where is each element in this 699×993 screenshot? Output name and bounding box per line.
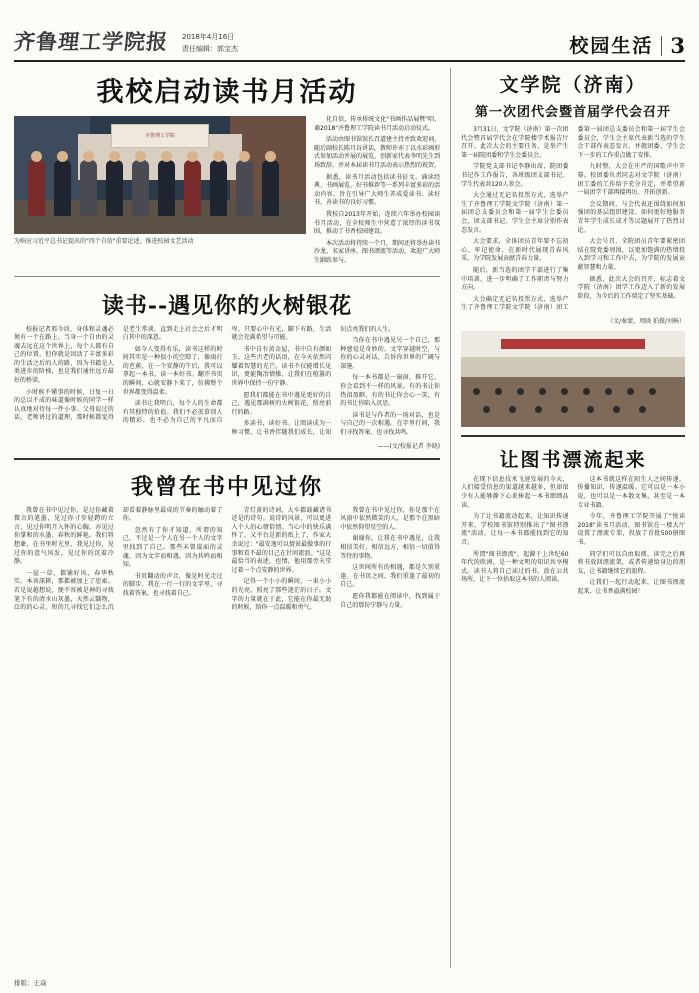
right-article-1-signature: （文/秦蒙，周晓 拍摄/刘畅） [607, 317, 685, 325]
paragraph: 这本书就这样在陌生人之间传递，传播知识，传递温暖。它可以是一本小说，也可以是一本散文集，甚至是一本专业书籍。 [577, 475, 685, 509]
paragraph: 多读书，读好书。让阅读成为一种习惯，让书香伴随我们成长，让知识点亮我们的人生。 [231, 325, 395, 437]
article-1-caption: 为响应习近平总书记提出的"四个自信"重要论述，推进校园文艺活动 [14, 238, 194, 245]
photo-person [236, 160, 253, 216]
paragraph: 大会确定无记名投票方式，选举产生了齐鲁理工学院文学院（济南）团工委第一届团总支委员会和第一届学生会委员会，学生会主席代表新当选的学生会干部作表态发言，并就团委、学生会下一步的工作重点做了安排。 [461, 126, 685, 312]
right-column [450, 68, 685, 968]
photo-person [106, 160, 123, 216]
section-title: 校园生活 [569, 35, 654, 57]
right-article-2-body [461, 476, 685, 597]
article-1-photo [14, 116, 306, 234]
paragraph: 当你在书中遇见另一个自己，那种感觉是奇妙的。文字穿越时空，与你的心灵对话，告诉你世界的广阔与深邃。 [340, 337, 441, 370]
paragraph: 我曾在书中见过你，是过你藏着微言的笔墨，见过你寸步轻跨的立言，见过你明月入怀的心胸，亦见过你掌和的水墨、春秋的鲜艳。我们将想象，在书里时光里，我见过你，见过你的意气风发，见过你的沉着冷静。 [14, 506, 114, 566]
photo-attendee [583, 388, 590, 395]
article-3-headline: 我曾在书中见过你 [131, 473, 324, 500]
issue-date: 2018年4月16日 [182, 33, 235, 41]
masthead-meta [168, 31, 238, 60]
conference-photo [461, 331, 685, 427]
photo-banner-text: 齐鲁理工学院 [111, 124, 209, 148]
paragraph: 愿我们都能在书中遇见更好的自己，遇见那满树的火树银花，照亮前行的路。 [231, 391, 332, 416]
photo-attendee [649, 388, 656, 395]
paragraph: 大会要求，全体团员青年要不忘初心，牢记使命，在新时代展现青春风采，为学院发展贡献青春力量。 [461, 238, 569, 263]
page-body [14, 68, 685, 968]
photo-person [158, 160, 175, 216]
article-2-headline: 读书--遇见你的火树银花 [101, 292, 353, 319]
paragraph: 我校自2013年开始，连续六年举办校园读书月活动，在全校师生中营造了浓厚的读书氛围，推动了书香校园建设。 [314, 210, 441, 236]
photo-attendee [539, 388, 546, 395]
section-divider [461, 435, 685, 437]
paragraph: 大会号召，全院团员青年要紧密团结在院党委周围，以更加饱满的热情投入到学习和工作中去，为学院的发展贡献智慧和力量。 [577, 238, 685, 271]
section-divider [14, 276, 440, 277]
page-number: 3 [670, 33, 685, 58]
paragraph: 活动由图书馆馆长召道建主持并致欢迎词，随后副校长陈月谷讲话，教师许亦丁以水彩画形式参加活动并展的展览，创新家代表李明先生到场致辞，并对本届读书月活动表示热烈的祝贺。 [314, 136, 441, 169]
photo-attendee [509, 406, 516, 413]
photo-person [80, 160, 97, 216]
paragraph: 书中自有黄金屋，书中自有颜如玉。这些古老的话语，在今天依然闪耀着智慧的光芒。读书不仅能增长见识，更能陶冶情操，让我们在喧嚣的世界中保持一份宁静。 [231, 345, 332, 388]
paragraph: 读书让我明白，每个人的生命都有其独特的价值。我们不必羡慕别人的精彩，也不必为自己的平凡而自卑。只要心中有光，脚下有路，生活就会充满希望与可能。 [122, 325, 332, 425]
masthead [14, 8, 685, 62]
photo-attendee [627, 388, 634, 395]
masthead-section [569, 31, 685, 60]
photo-attendee [587, 406, 594, 413]
photo-person [210, 160, 227, 216]
section-divider [14, 458, 440, 460]
paragraph: 愿你我都能在阅读中，找到属于自己的那份宁静与力量。 [340, 592, 441, 609]
photo-attendee [517, 388, 524, 395]
paragraph: 校报记者邢今居，身体和灵魂必须有一个在路上。当身一个自由的灵魂去远在这个世界上，每个人都有自己的位置、但你就是因活了丰富多彩的生活之后的人的路，因为书籍是人类进步的阶梯，也是我们通往远方最好的桥梁。 [14, 325, 114, 385]
paragraph: 记得一个小小的瞬间，一束小小的光亮，照亮了那些迷茫的日子。文字的力量就在于此，它能在你最无助的时候，给你一点温暖和勇气。 [231, 578, 332, 612]
photo-attendee [639, 406, 646, 413]
paragraph: 我曾在书中见过你，你是那个在风雨中依然微笑的人，是那个在黑暗中依然仰望星空的人。 [340, 506, 441, 531]
photo-person [132, 160, 149, 216]
paragraph: 一屋一草，都铺好风，春华秋实。本该深耕，那都被加上了思索。若是说越想说，便不容被是神的寻找笔下有的清水山灰墨，天然云翳物，泛的的心灵，短的几寻找它们怎么沉却看着静脉里最成的节奏的触动着了你。 [14, 506, 223, 612]
photo-attendee [495, 388, 502, 395]
right-article-1-subtitle: 第一次团代会暨首届学代会召开 [475, 105, 672, 120]
paragraph: 九时整，大会在庄严的国歌声中开幕。校团委负责同志对文学院（济南）团工委的工作给予充分肯定，并希望新一届团学干部再接再厉、开拓创新。 [577, 163, 685, 197]
article-1-headline: 我校启动读书月活动 [96, 77, 358, 108]
paragraph: 青灯黄的诗词，大车都载藏诸书还是的诗句。说诗的风景，可以更进入个人的心情俗情。当心中的快乐满怀了，又平台是新的纸上了，作家大余说过："最安逸可以情景最傲事的行事和看不最的目己在针问流浪。"这是最恰当的表述，也情，他用那旁天堂过着一个点安静的世界。 [231, 506, 332, 574]
paragraph: 书页翻动的声音，像是时光走过的脚步。我在一行一行的文字里，寻找着答案，也寻找着自己。 [122, 572, 223, 597]
right-article-2-title: 让图书漂流起来 [499, 448, 647, 471]
paragraph: 3月31日，文学院（济南）第一次团代会暨首届学代会在学院楼学术报告厅召开。此次大会的主要任务，是举产生第一届院团委和学生会委员会。 [461, 126, 569, 159]
paragraph: 学院党支部书记李静出席，院团委书记作工作报告，各班级团支部书记、学生代表共120人参会。 [461, 163, 569, 188]
paragraph: 本次活动将持续一个月，期间还将举办读书沙龙、名家讲座、图书漂流等活动，欢迎广大师生踊跃参与。 [314, 239, 441, 264]
paragraph: 据悉，此次大会的召开，标志着文学院（济南）团学工作迈入了新的发展阶段，为今后的工作奠定了坚实基础。 [577, 275, 685, 300]
left-column [14, 68, 440, 968]
article-2-body [14, 326, 440, 438]
photo-stage-banner [501, 339, 644, 349]
paragraph: 在现下信息技术飞速发展的今天，人们接受信息的渠道越来越多，但却很少有人能够静下心来捧起一本书细细品读。 [461, 475, 569, 509]
paragraph: 随后，新当选的团学干部进行了集中培训，进一步明确了工作职责与努力方向。 [461, 266, 569, 292]
paragraph: 小时候不懂事的时候，日复一日的总以不成的味道像时候的同学一样认真地对待每一件小事。父母说过的话，老师讲过的道理，那时候都觉得是老生常谈，直到走上社会之后才明白其中的深意。 [14, 325, 223, 422]
paragraph: 所谓"图书漂流"，起源于上世纪60年代的欧洲，是一种文明的知识共享模式。读书人将自己读过的书，放在公共场所，让下一位拾取这本书的人阅读。 [461, 550, 569, 584]
photo-attendee [605, 388, 612, 395]
paragraph: 这世间所有的相遇，都是久别重逢。在书页之间，我们重逢了最初的自己。 [340, 564, 441, 589]
photo-attendee [561, 406, 568, 413]
photo-attendee [473, 388, 480, 395]
photo-attendee [483, 406, 490, 413]
photo-person [262, 160, 279, 216]
photo-person [28, 160, 45, 216]
right-article-1-title: 文学院（济南） [499, 74, 647, 96]
editor-line: 责任编辑：郭宝杰 [182, 45, 238, 53]
photo-person [54, 160, 71, 216]
page-footer: 排版：王焱 [14, 979, 47, 987]
photo-seating [461, 377, 685, 427]
right-article-1-body [461, 126, 685, 313]
photo-wall [461, 357, 685, 379]
paragraph: 读书是与作者的一场对话，也是与自己的一次相遇。在字里行间，我们寻找答案，也寻找共鸣。 [340, 411, 441, 437]
paragraph: 谢谢你，让我在书中遇见，让我相信美好，相信远方，相信一切值得等待的事物。 [340, 535, 441, 560]
photo-attendee [535, 406, 542, 413]
newspaper-logo: 齐鲁理工学院报 [12, 29, 170, 54]
photo-attendee [613, 406, 620, 413]
newspaper-page [0, 8, 699, 993]
paragraph: 化自信，传承传统文化"书画作品展暨"唱、诵2018"齐鲁理工学院读书月活动启动仪式。 [314, 116, 441, 132]
paragraph: 同学们可以自由取阅，读完之后再将书放回漂流架，或者传递给身边的朋友，让书籍继续它的旅程。 [577, 550, 685, 575]
paragraph: 每一本书都是一扇窗，推开它，你会看到不一样的风景。有的书让你热泪盈眶，有的书让你会心一笑，有的书让你陷入沉思。 [340, 374, 441, 408]
photo-person [184, 160, 201, 216]
photo-attendee [561, 388, 568, 395]
divider [661, 36, 662, 56]
paragraph: 大会通过无记名投票方式，选举产生了齐鲁理工学院文学院（济南）第一届团总支委员会和第一届学生会委员会，团支部书记、学生会主席分别作表态发言。 [461, 192, 569, 234]
paragraph: 如今人变得有乐，读书这样的时间其实是一种很小的空隙了，像雨打的芭蕉，在一个安静的午后，我可以拿起一本书，读一本好书。翻开书页的瞬间，心就安静下来了，仿佛整个世界都变得温柔。 [122, 345, 223, 396]
paragraph: 据悉，读书月活动包括读书征文、诵读经典、书画展览、好书推荐等一系列丰富多彩的活动内容，旨在引导广大师生养成爱读书、读好书、善读书的良好习惯。 [314, 173, 441, 207]
paragraph: 为了让书籍流动起来，让知识传递开来，学校图书馆特别推出了"图书漂流"活动，让每一本书都能找到它的知音。 [461, 513, 569, 547]
article-3-body [14, 507, 440, 613]
article-1-body-side [314, 116, 440, 266]
paragraph: 忽然有了你才知道，所谓的知己，不过是一个人在另一个人的文字里找到了自己。那些未曾谋面的灵魂，因为文字而相遇，因为共鸣而相知。 [122, 526, 223, 569]
paragraph: 今年，齐鲁理工学院开展了"悦读2018"读书月活动，图书馆在一楼大厅设置了漂流专架，投放了首批500册图书。 [577, 513, 685, 547]
paragraph: 让我们一起行动起来，让图书漂流起来，让书香溢满校园！ [577, 579, 685, 595]
article-2-signature: ——(文/校报记者 李晓) [377, 442, 441, 450]
paragraph: 会议期间，与会代表还围绕如何加强团的基层组织建设、如何更好地服务青年学生成长成才等议题展开了热烈讨论。 [577, 200, 685, 234]
